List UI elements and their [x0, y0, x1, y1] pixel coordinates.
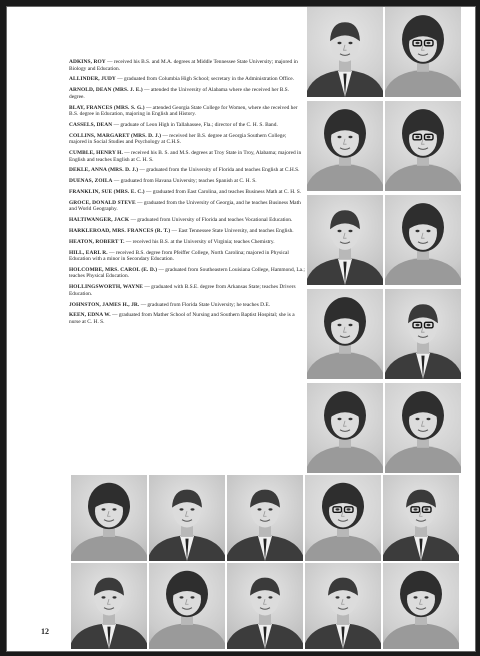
faculty-bio [69, 122, 305, 129]
faculty-name: DUENAS, ZOILA [69, 178, 113, 185]
faculty-bio-text: — graduated from East Carolina, and teaches Business Math at C. H. S. [144, 189, 302, 195]
faculty-portrait-photo [307, 195, 383, 285]
faculty-bio [69, 239, 305, 246]
faculty-bio [69, 150, 305, 163]
faculty-portrait-photo [385, 289, 461, 379]
faculty-portrait-photo [385, 195, 461, 285]
faculty-bio [69, 200, 305, 213]
faculty-portrait-photo [149, 475, 225, 561]
faculty-name: FRANKLIN, SUE (MRS. E. C.) [69, 189, 145, 195]
faculty-bio [69, 178, 305, 185]
faculty-bio-text: — graduated from Florida State University; he teaches D.E. [139, 301, 271, 308]
faculty-portrait-photo [227, 563, 303, 649]
faculty-portrait-photo [383, 475, 459, 561]
faculty-name: HILL, EARL R. [69, 249, 108, 256]
page-number: 12 [41, 627, 49, 636]
faculty-name: HARKLEROAD, MRS. FRANCES (R. T.) [69, 227, 171, 234]
faculty-portrait-photo [385, 383, 461, 473]
faculty-portrait-photo [227, 475, 303, 561]
faculty-portrait-photo [305, 563, 381, 649]
faculty-bio-list [69, 59, 305, 330]
faculty-bio-text: — received his B. S. and M.S. degrees at Troy State in Troy, Alabama; majored in English and teaches English at C. H. S. [69, 150, 302, 163]
faculty-bio-text: — attended Georgia State College for Women, where she received her B.S. degree in Education, majoring in English and History. [69, 104, 298, 118]
faculty-name: HOLLINGSWORTH, WAYNE [69, 284, 144, 291]
faculty-bio [69, 284, 305, 297]
faculty-bio-text: — received B.S. degree from Pfeiffer College, North Carolina; majored in Physical Education with a minor in Secondary Education. [69, 249, 289, 263]
faculty-bio-text: — graduated from Havana University; teaches Spanish at C. H. S. [112, 178, 257, 185]
faculty-bio [69, 267, 305, 280]
faculty-bio-text: — East Tennessee State University, and teaches English. [170, 227, 294, 234]
faculty-portrait-photo [307, 289, 383, 379]
faculty-bio-text: — graduated from University of Florida and teaches Vocational Education. [129, 217, 293, 224]
faculty-bio [69, 87, 305, 100]
faculty-bio-text: — graduated from Mather School of Nursing and Southern Baptist Hospital; she is a nurse at C. H. S. [69, 312, 295, 325]
faculty-bio-text: — received her B.S. degree at Georgia Southern College; majored in Social Studies and Psychology at C.H.S. [69, 132, 287, 146]
faculty-portrait-photo [307, 383, 383, 473]
faculty-name: BLAY, FRANCES (MRS. S. G.) [69, 104, 145, 111]
faculty-bio-text: — graduated from the University of Georgia, and he teaches Business Math and World Geography. [69, 199, 301, 213]
faculty-portrait-photo [305, 475, 381, 561]
faculty-bio [69, 59, 305, 72]
faculty-bio [69, 189, 305, 196]
faculty-bio [69, 302, 305, 309]
faculty-bio-text: — received his B.S. at the University of Virginia; teaches Chemistry. [124, 238, 275, 245]
faculty-bio [69, 312, 305, 325]
faculty-name: HOLCOMBE, MRS. CAROL (E. D.) [69, 266, 158, 273]
faculty-name: ARNOLD, DEAN (MRS. J. E.) [69, 87, 143, 94]
faculty-bio-text: — graduated from Southeastern Louisiana College, Hammond, La.; teaches Physical Education. [69, 266, 305, 280]
faculty-bio-text: — received his B.S. and M.A. degrees at Middle Tennessee State University; majored in Biology and Education. [69, 59, 298, 72]
faculty-name: DEKLE, ANNA (MRS. D. J.) [69, 167, 139, 174]
faculty-portrait-photo [71, 475, 147, 561]
faculty-name: GROCE, DONALD STEVE [69, 199, 136, 206]
faculty-portrait-photo [307, 7, 383, 97]
faculty-bio-text: — graduated from the University of Florida and teaches English at C.H.S. [138, 167, 300, 174]
faculty-portrait-photo [307, 101, 383, 191]
faculty-portrait-photo [385, 7, 461, 97]
faculty-name: KEEN, EDNA W. [69, 312, 111, 319]
faculty-name: CUMBLE, HENRY H. [69, 150, 123, 157]
faculty-bio [69, 76, 305, 83]
faculty-portrait-photo [71, 563, 147, 649]
faculty-bio-text: — attended the University of Alabama where she received her B.S. degree. [69, 87, 290, 100]
faculty-name: HEATON, ROBERT T. [69, 238, 125, 245]
faculty-portrait-photo [385, 101, 461, 191]
faculty-portrait-photo [383, 563, 459, 649]
faculty-bio [69, 105, 305, 118]
faculty-name: ADKINS, ROY [69, 59, 106, 65]
faculty-bio [69, 133, 305, 146]
faculty-bio-text: — graduated from Columbia High School; secretary in the Administration Office. [115, 76, 294, 83]
faculty-bio [69, 167, 305, 174]
faculty-name: HALTIWANGER, JACK [69, 217, 130, 224]
faculty-bio-text: — graduated with B.S.E. degree from Arkansas State; teaches Drivers Education. [69, 284, 296, 297]
faculty-name: CASSELS, DEAN [69, 121, 113, 128]
faculty-bio [69, 228, 305, 235]
faculty-name: COLLINS, MARGARET (MRS. D. J.) [69, 132, 162, 139]
faculty-portrait-photo [149, 563, 225, 649]
yearbook-page [6, 6, 476, 652]
faculty-name: ALLINDER, JUDY [69, 76, 116, 83]
faculty-bio [69, 250, 305, 263]
faculty-name: JOHNSTON, JAMES H., JR. [69, 301, 140, 308]
faculty-bio-text: — graduate of Leon High in Tallahassee, Fla.; director of the C. H. S. Band. [112, 121, 278, 128]
faculty-bio [69, 217, 305, 224]
